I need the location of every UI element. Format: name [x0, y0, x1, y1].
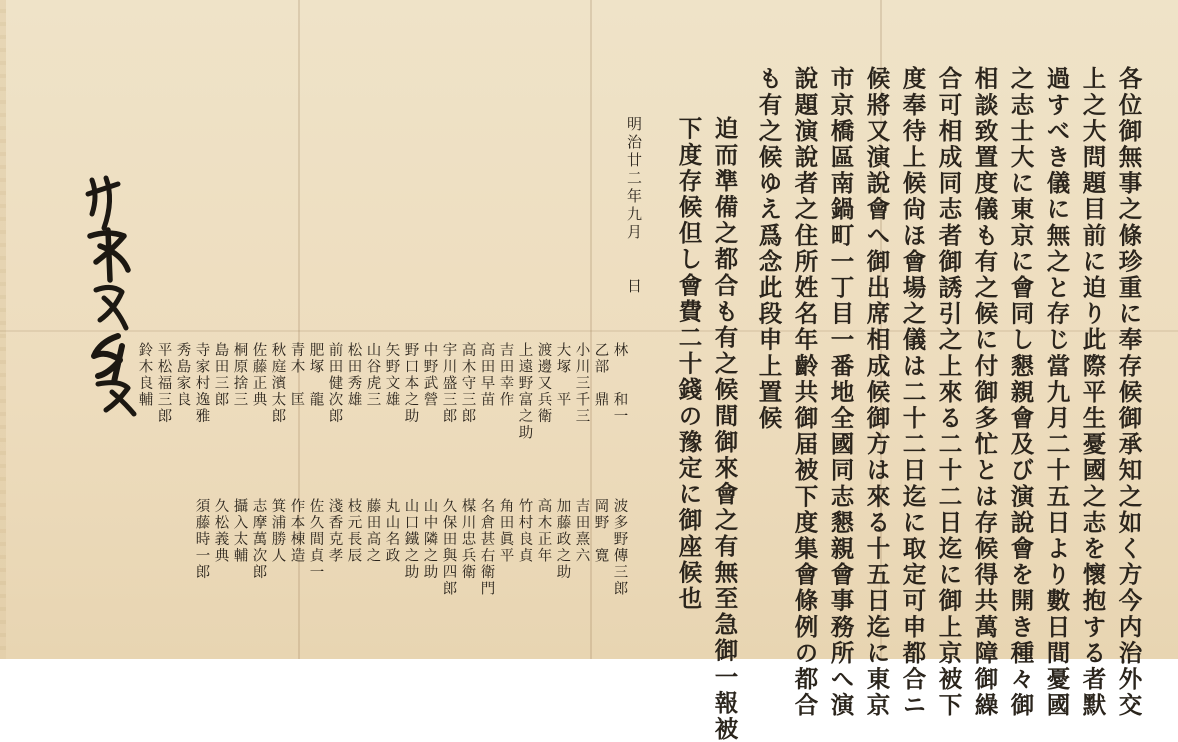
signatory-name: 前田健次郎: [326, 342, 343, 425]
letter-line: 說題演說者之住所姓名年齡共御届被下度集會條例の都合: [790, 66, 819, 719]
signatory-name: 渡邊又兵衛: [535, 342, 552, 425]
signatory-name: 山口鐵之助: [402, 498, 419, 581]
signatory-name: 島田三郎: [212, 342, 229, 408]
signatory-name: 丸山名政: [383, 498, 400, 564]
letter-line: 下度存候但し會費二十錢の豫定に御座候也: [674, 116, 703, 612]
signatory-name: 楳川忠兵衛: [459, 498, 476, 581]
signatory-name: 佐久間貞一: [307, 498, 324, 581]
signatory-name: 角田眞平: [497, 498, 514, 564]
signatory-name: 大塚 平: [554, 342, 571, 408]
signatory-name: 久松義典: [212, 498, 229, 564]
signatory-name: 小川三千三: [573, 342, 590, 425]
signatory-name: 平松福三郎: [155, 342, 172, 425]
signatory-name: 箕浦勝人: [269, 498, 286, 564]
signatory-name: 枝元長辰: [345, 498, 362, 564]
letter-line: 相談致置度儀も有之候に付御多忙とは存候得共萬障御繰: [970, 66, 999, 719]
signatory-name: 高田早苗: [478, 342, 495, 408]
signatory-name: 吉田幸作: [497, 342, 514, 408]
signatory-name: 矢野文雄: [383, 342, 400, 408]
signatory-name: 淺香克孝: [326, 498, 343, 564]
letter-line: 合可相成同志者御誘引之上來る二十二日迄に御上京被下: [934, 66, 963, 719]
signatory-name: 久保田與四郎: [440, 498, 457, 597]
signatory-name: 山谷虎三: [364, 342, 381, 408]
signatory-name: 志摩萬次郎: [250, 498, 267, 581]
letter-line: も有之候ゆえ爲念此段申上置候: [754, 66, 783, 432]
signatory-name: 松田秀雄: [345, 342, 362, 408]
letter-line: 上之大問題目前に迫り此際平生憂國之志を懷抱する者默: [1078, 66, 1107, 719]
signatory-name: 秀島家良: [174, 342, 191, 408]
letter-line: 之志士大に東京に會同し懇親會及び演說會を開き種々御: [1006, 66, 1035, 719]
signatory-name: 名倉甚右衛門: [478, 498, 495, 597]
signatory-name: 鈴木良輔: [136, 342, 153, 408]
fold-crease: [0, 330, 1178, 332]
signatory-name: 肥塚 龍: [307, 342, 324, 408]
signatory-name: 乙部 鼎: [592, 342, 609, 408]
signatory-name: 竹村良貞: [516, 498, 533, 564]
signatory-name: 佐藤正典: [250, 342, 267, 408]
signatory-name: 高木正年: [535, 498, 552, 564]
letter-line: 各位御無事之條珍重に奉存候御承知之如く方今内治外交: [1114, 66, 1143, 719]
letter-line: 迫而準備之都合も有之候間御來會之有無至急御一報被: [710, 116, 739, 742]
signatory-name: 須藤時一郎: [193, 498, 210, 581]
signatory-name: 桐原捨三: [231, 342, 248, 408]
signatory-name: 中野武營: [421, 342, 438, 408]
letter-line: 度奉待上候尙ほ會場之儀は二十二日迄に取定可申都合ニ: [898, 66, 927, 719]
letter-date: 明治廿二年九月 日: [625, 116, 643, 296]
signatory-name: 山中隣之助: [421, 498, 438, 581]
letter-line: 過すべき儀に無之と存じ當九月二十五日より數日間憂國: [1042, 66, 1071, 719]
signatory-name: 宇川盛三郎: [440, 342, 457, 425]
signatory-name: 藤田高之: [364, 498, 381, 564]
signatory-name: 寺家村逸雅: [193, 342, 210, 425]
signatory-name: 加藤政之助: [554, 498, 571, 581]
signatory-name: 吉田熹六: [573, 498, 590, 564]
signatory-name: 岡野 寛: [592, 498, 609, 564]
signatory-name: 林 和一: [611, 342, 628, 425]
signatory-name: 波多野傳三郎: [611, 498, 628, 597]
signatory-name: 作本棟造: [288, 498, 305, 564]
signatory-name: 秋庭濱太郎: [269, 342, 286, 425]
signatory-name: 高木守三郎: [459, 342, 476, 425]
signatory-name: 攝入太輔: [231, 498, 248, 564]
letter-line: 市京橋區南鍋町一丁目一番地全國同志懇親會事務所へ演: [826, 66, 855, 719]
handwritten-inscription: [78, 170, 144, 420]
signatory-name: 青木 匡: [288, 342, 305, 408]
signatory-name: 上遠野富之助: [516, 342, 533, 441]
signatory-name: 野口本之助: [402, 342, 419, 425]
letter-line: 候將又演說會へ御出席相成候御方は來る十五日迄に東京: [862, 66, 891, 719]
